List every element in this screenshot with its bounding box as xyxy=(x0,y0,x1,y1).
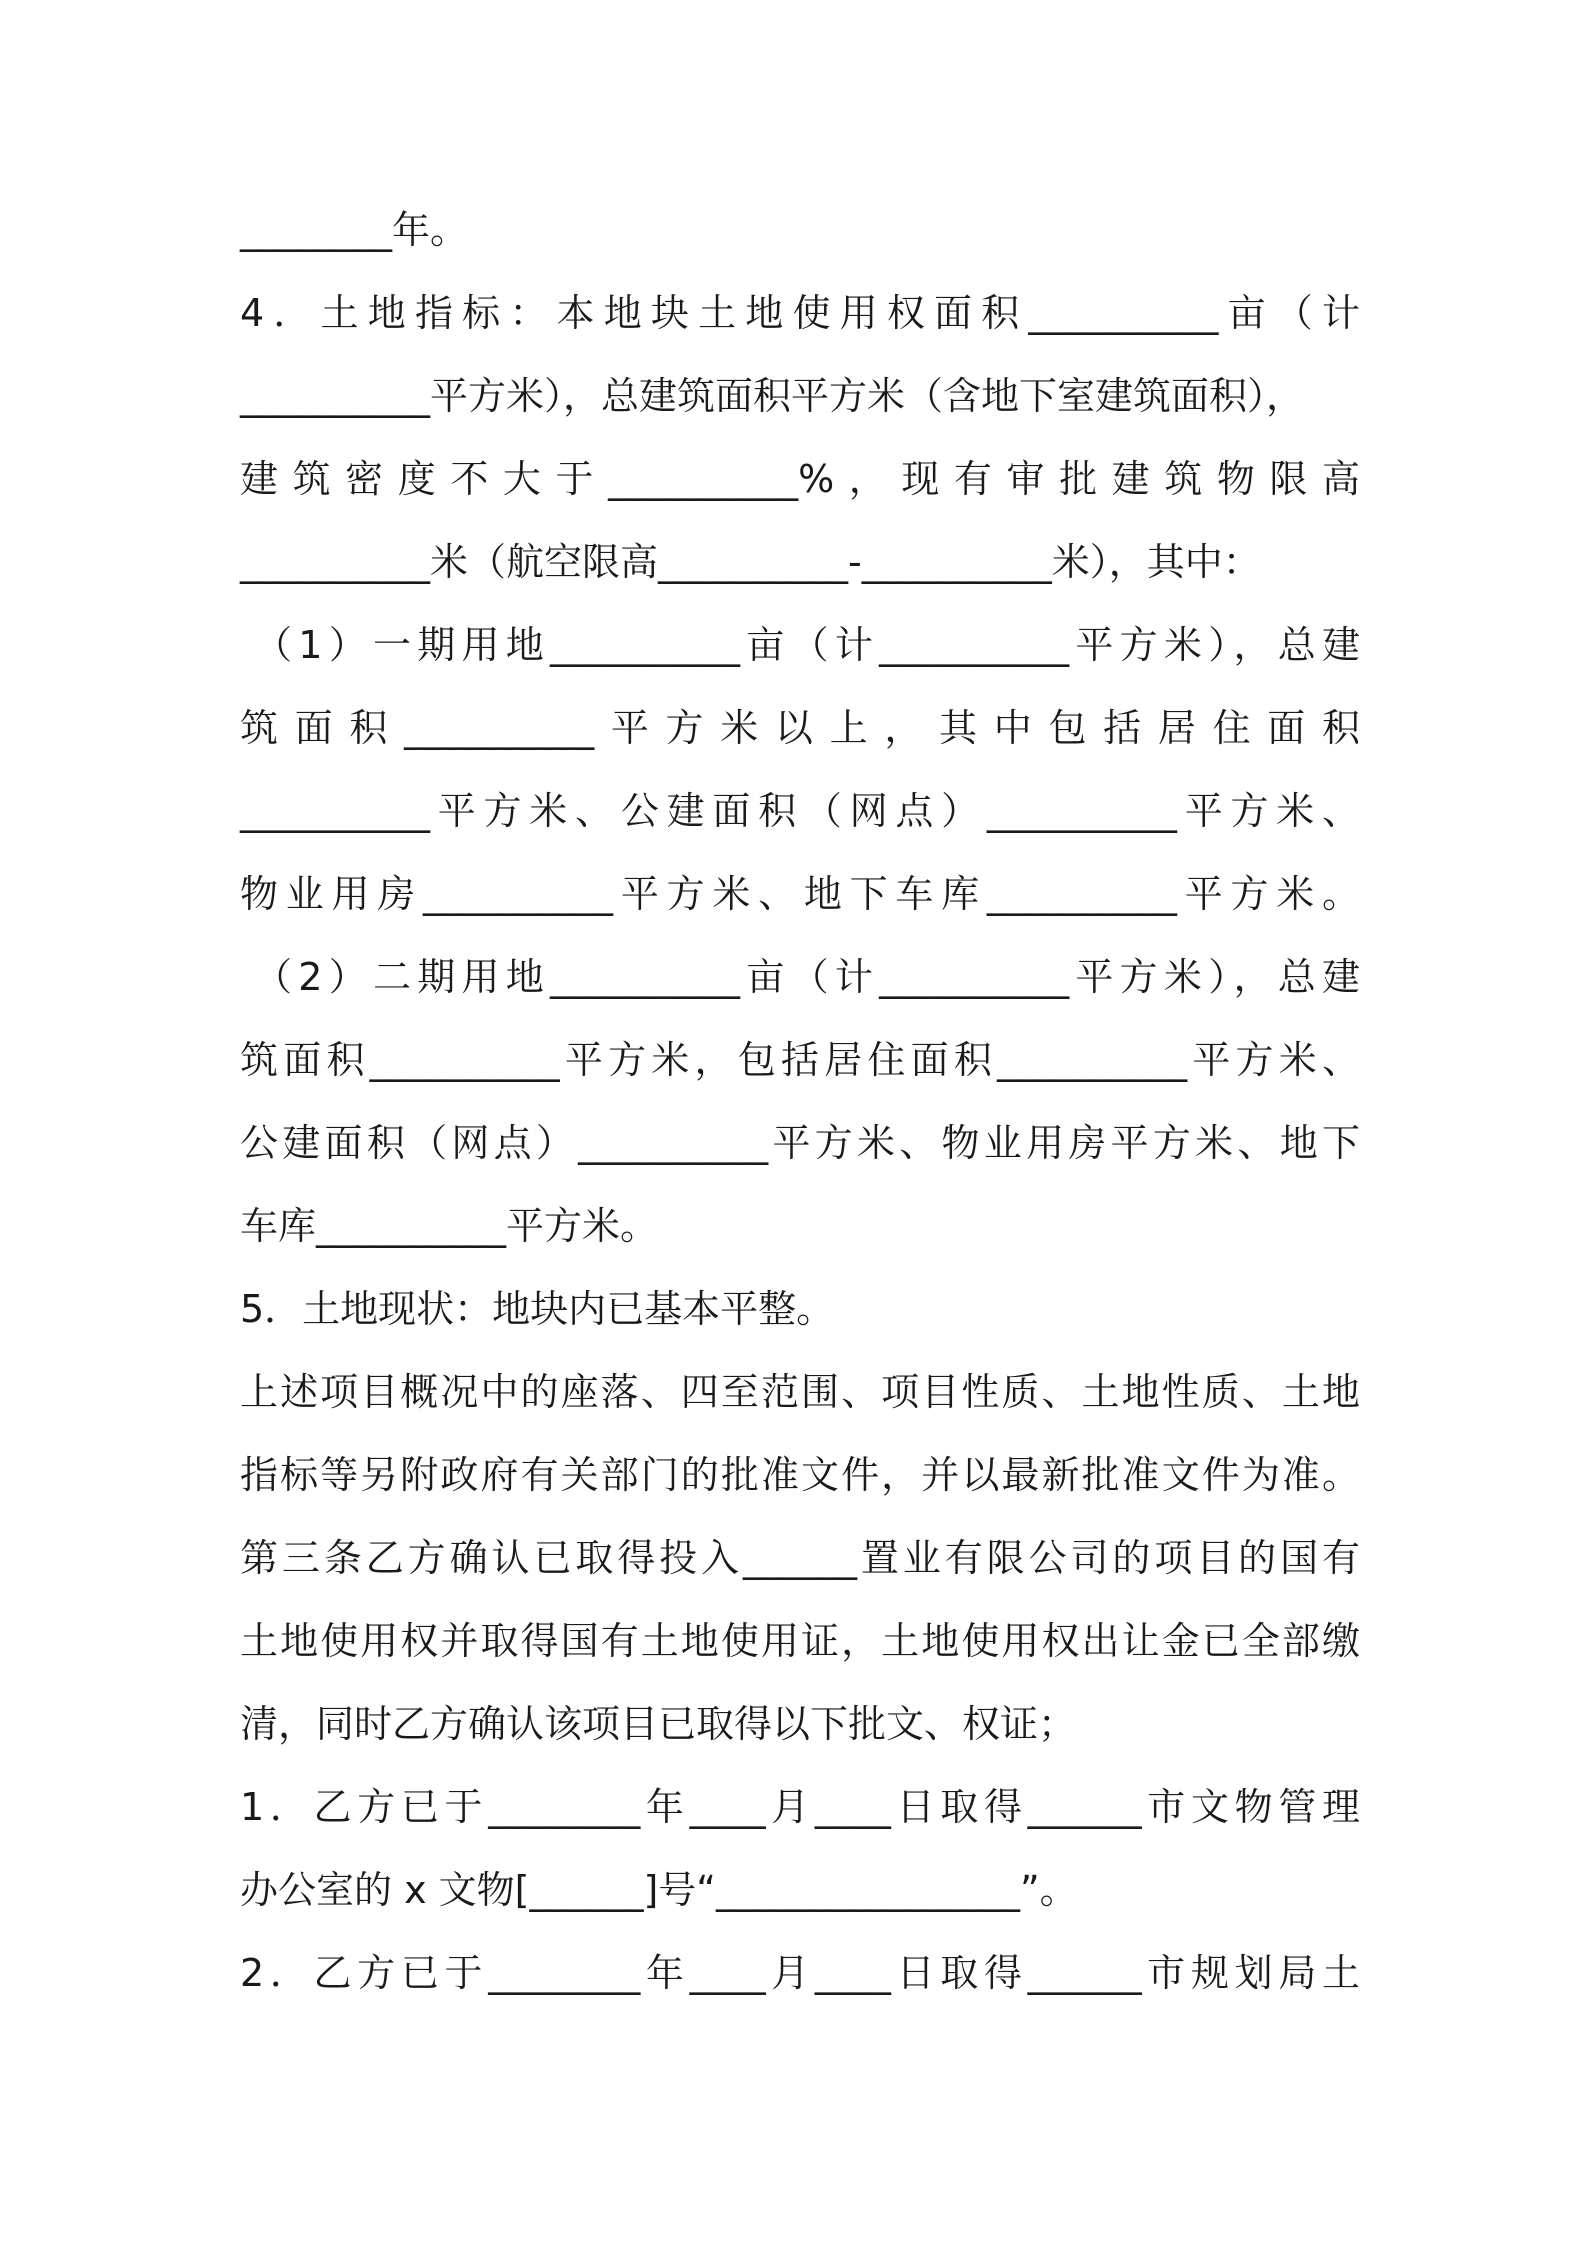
text-line-21: 办公室的 x 文物[______]号“________________”。 xyxy=(240,1868,1078,1912)
text-line-11: 筑面积__________平方米，包括居住面积__________平方米、 xyxy=(240,1038,1360,1082)
text-line-14: 5．土地现状：地块内已基本平整。 xyxy=(240,1287,835,1331)
text-line-20: 1．乙方已于________年____月____日取得______市文物管理 xyxy=(240,1785,1360,1829)
text-line-4: 建筑密度不大于__________%，现有审批建筑物限高 xyxy=(240,457,1360,501)
text-line-9: 物业用房__________平方米、地下车库__________平方米。 xyxy=(240,872,1360,916)
text-line-5: __________米（航空限高__________-__________米），其中： xyxy=(240,540,1261,584)
text-line-16: 指标等另附政府有关部门的批准文件，并以最新批准文件为准。 xyxy=(240,1453,1360,1497)
text-line-17: 第三条乙方确认已取得投入______置业有限公司的项目的国有 xyxy=(240,1536,1360,1580)
text-line-22: 2．乙方已于________年____月____日取得______市规划局土 xyxy=(240,1951,1360,1995)
text-line-8: __________平方米、公建面积（网点）__________平方米、 xyxy=(240,789,1360,833)
text-line-10: （2）二期用地__________亩（计__________平方米），总建 xyxy=(254,955,1360,999)
text-line-18: 土地使用权并取得国有土地使用证，土地使用权出让金已全部缴 xyxy=(240,1619,1360,1663)
text-line-2: 4．土地指标：本地块土地使用权面积__________亩（计 xyxy=(240,291,1360,335)
text-line-12: 公建面积（网点）__________平方米、物业用房平方米、地下 xyxy=(240,1121,1360,1165)
text-line-1: ________年。 xyxy=(240,208,469,252)
text-line-13: 车库__________平方米。 xyxy=(240,1204,659,1248)
text-line-15: 上述项目概况中的座落、四至范围、项目性质、土地性质、土地 xyxy=(240,1370,1360,1414)
text-line-6: （1）一期用地__________亩（计__________平方米），总建 xyxy=(254,623,1360,667)
text-line-19: 清，同时乙方确认该项目已取得以下批文、权证； xyxy=(240,1702,1077,1746)
text-line-3: __________平方米），总建筑面积平方米（含地下室建筑面积）， xyxy=(240,374,1305,418)
text-line-7: 筑面积__________平方米以上，其中包括居住面积 xyxy=(240,706,1360,750)
